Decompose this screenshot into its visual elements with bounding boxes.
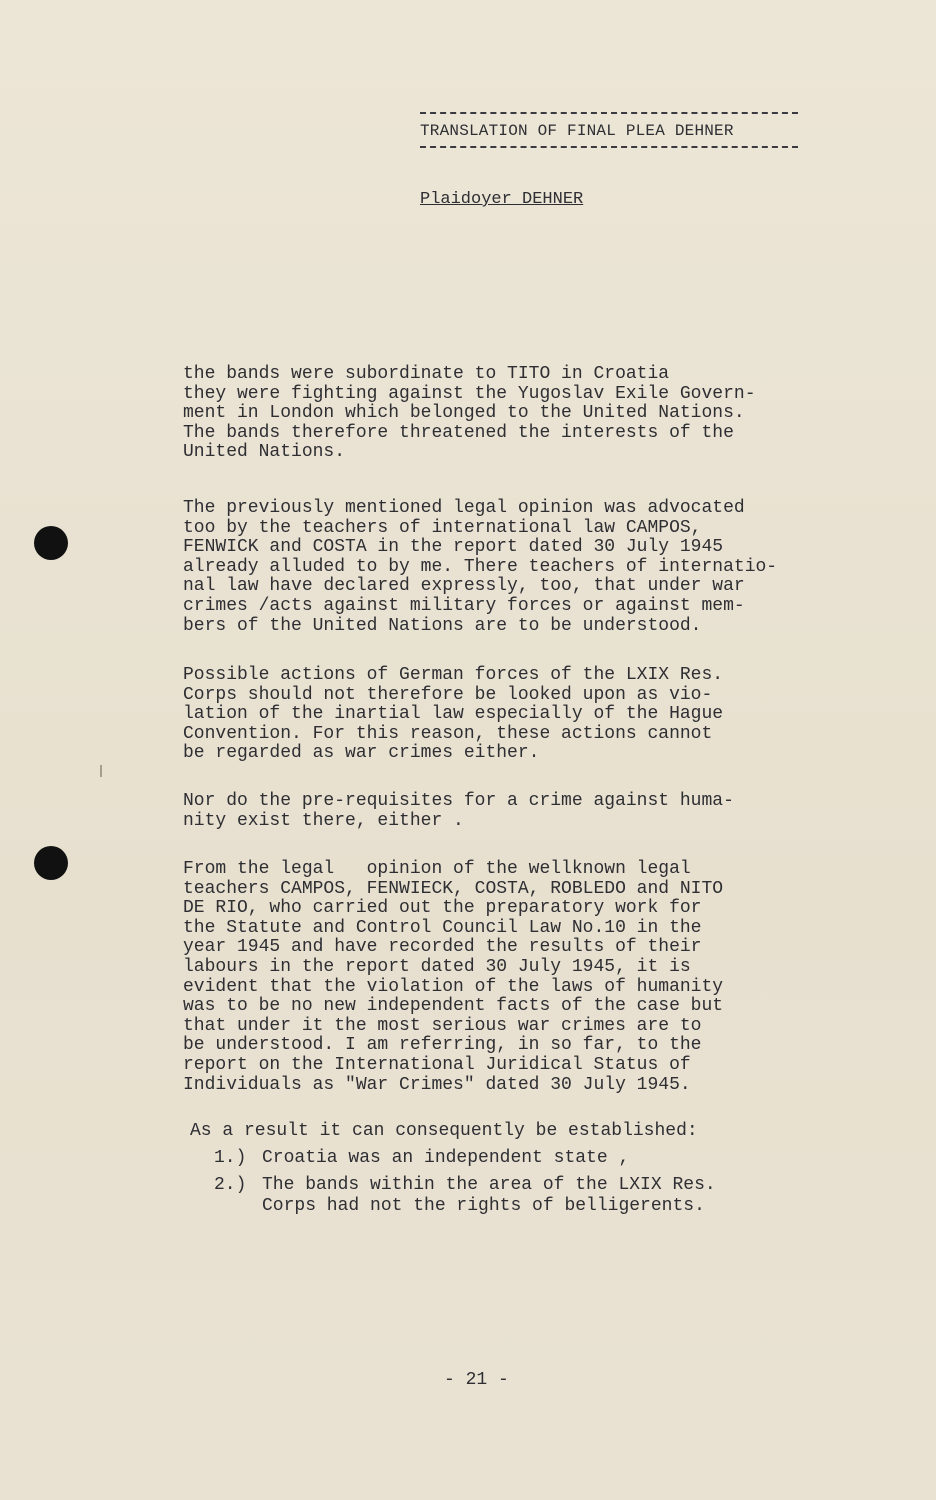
text-line: The bands within the area of the LXIX Res. xyxy=(262,1175,716,1195)
list-number: 2.) xyxy=(214,1175,247,1195)
text-line: The bands therefore threatened the interests of the xyxy=(183,422,734,443)
text-line: nity exist there, either . xyxy=(183,810,464,831)
list-item xyxy=(214,1175,716,1217)
text-line: nal law have declared expressly, too, that under war xyxy=(183,576,745,597)
header-rule-top xyxy=(420,112,798,114)
text-line: The previously mentioned legal opinion was advocated xyxy=(183,498,745,518)
header-rule-bottom xyxy=(420,146,798,148)
text-line: that under it the most serious war crimes are to xyxy=(183,1015,702,1036)
list-number: 1.) xyxy=(214,1148,247,1168)
text-line: they were fighting against the Yugoslav Exile Govern- xyxy=(183,383,756,404)
text-line: report on the International Juridical Status of xyxy=(183,1054,691,1075)
text-line: be regarded as war crimes either. xyxy=(183,743,540,764)
page-number: - 21 - xyxy=(444,1370,509,1390)
text-line: too by the teachers of international law CAMPOS, xyxy=(183,517,702,538)
text-line: be understood. I am referring, in so far, to the xyxy=(183,1035,702,1056)
text-line: Nor do the pre-requisites for a crime against huma- xyxy=(183,791,734,811)
text-line: was to be no new independent facts of the case but xyxy=(183,996,724,1017)
text-line: already alluded to by me. There teachers of internatio- xyxy=(183,556,778,577)
text-line: evident that the violation of the laws of humanity xyxy=(183,976,724,997)
document-title: TRANSLATION OF FINAL PLEA DEHNER xyxy=(420,122,734,140)
text-line: Convention. For this reason, these actions cannot xyxy=(183,723,713,744)
text-line: DE RIO, who carried out the preparatory work for xyxy=(183,898,702,919)
text-line: United Nations. xyxy=(183,442,346,463)
paragraph-6 xyxy=(190,1122,850,1142)
text-line: As a result it can consequently be established: xyxy=(190,1121,698,1141)
document-subtitle: Plaidoyer DEHNER xyxy=(420,190,584,209)
text-line: teachers CAMPOS, FENWIECK, COSTA, ROBLEDO and NITO xyxy=(183,878,724,899)
list-text xyxy=(262,1148,629,1169)
text-line: Corps had not the rights of belligerents. xyxy=(262,1196,705,1216)
text-line: Individuals as "War Crimes" dated 30 July 1945. xyxy=(183,1074,691,1095)
text-line: Croatia was an independent state , xyxy=(262,1148,630,1168)
text-line: the bands were subordinate to TITO in Croatia xyxy=(183,364,670,384)
text-line: bers of the United Nations are to be understood. xyxy=(183,615,702,636)
paragraph-5 xyxy=(183,860,843,1095)
text-line: FENWICK and COSTA in the report dated 30 July 1945 xyxy=(183,537,724,558)
text-line: From the legal opinion of the wellknown legal xyxy=(183,859,691,879)
paragraph-3 xyxy=(183,666,843,764)
text-line: Possible actions of German forces of the LXIX Res. xyxy=(183,665,724,685)
text-line: labours in the report dated 30 July 1945, it is xyxy=(183,956,691,977)
punch-hole-top xyxy=(34,526,68,560)
punch-hole-bottom xyxy=(34,846,68,880)
text-line: ment in London which belonged to the United Nations. xyxy=(183,403,745,424)
text-line: crimes /acts against military forces or against mem- xyxy=(183,595,745,616)
paragraph-1 xyxy=(183,365,843,463)
paragraph-2 xyxy=(183,499,843,636)
text-line: lation of the inartial law especially of the Hague xyxy=(183,704,724,725)
conclusions-list xyxy=(214,1148,716,1223)
text-line: the Statute and Control Council Law No.10 in the xyxy=(183,917,702,938)
margin-mark xyxy=(100,765,102,777)
text-line: Corps should not therefore be looked upon as vio- xyxy=(183,684,713,705)
text-line: year 1945 and have recorded the results of their xyxy=(183,937,702,958)
list-text xyxy=(262,1175,716,1217)
header-block xyxy=(420,112,800,148)
list-item xyxy=(214,1148,716,1169)
paragraph-4 xyxy=(183,792,843,831)
